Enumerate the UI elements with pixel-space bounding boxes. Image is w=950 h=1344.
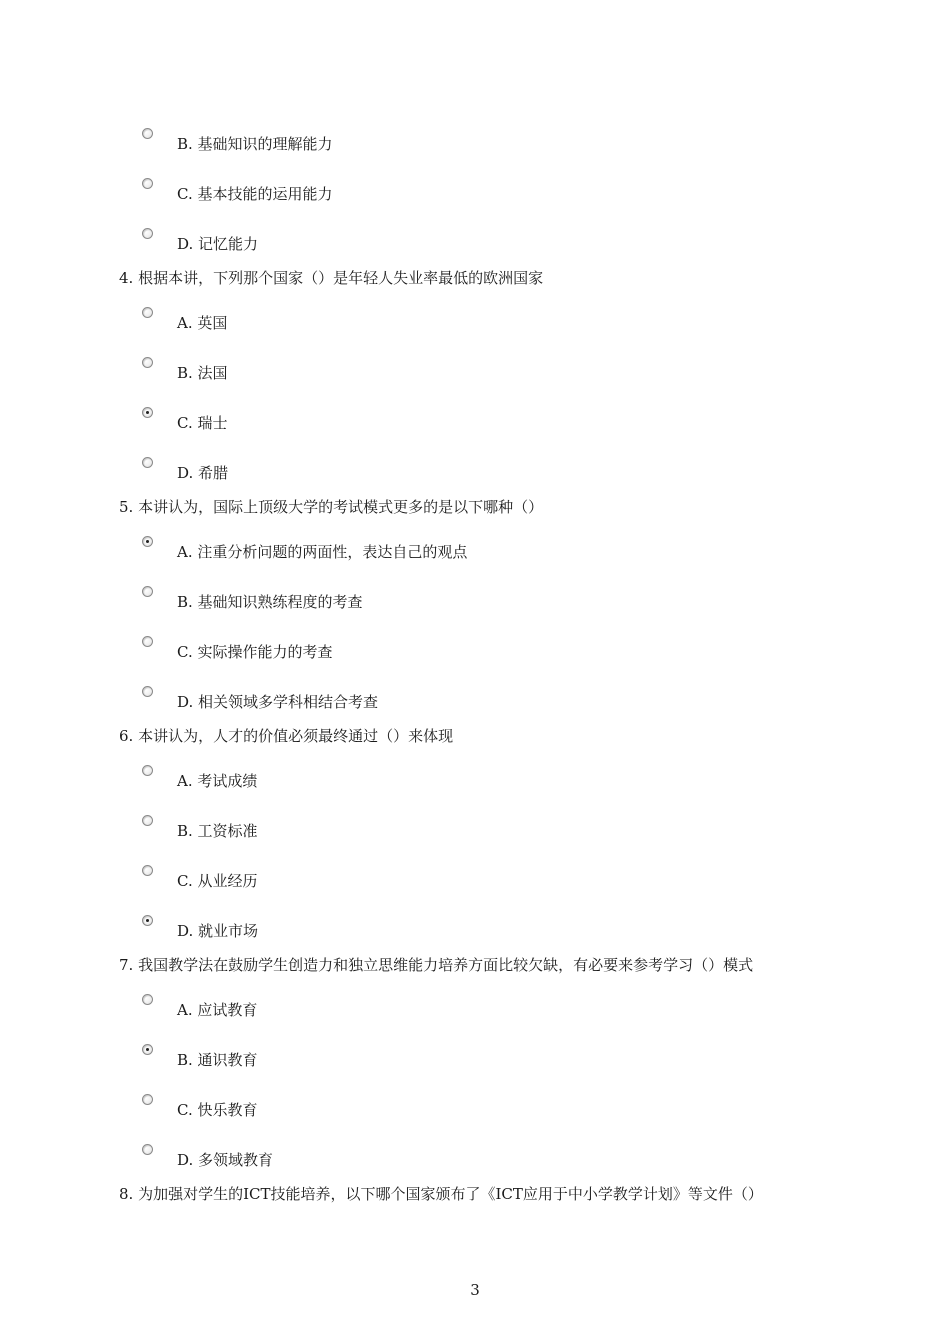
radio-q4-a[interactable]: [142, 307, 153, 318]
option-q5-c: C. 实际操作能力的考查: [177, 643, 333, 661]
radio-dot: [146, 1048, 149, 1051]
option-q6-a: A. 考试成绩: [177, 772, 258, 790]
option-q4-c: C. 瑞士: [177, 414, 228, 432]
option-q5-b: B. 基础知识熟练程度的考查: [177, 593, 363, 611]
option-q3-b: B. 基础知识的理解能力: [177, 135, 333, 153]
option-q7-c: C. 快乐教育: [177, 1101, 258, 1119]
question-5: 5. 本讲认为，国际上顶级大学的考试模式更多的是以下哪种（）: [119, 498, 544, 516]
radio-q7-a[interactable]: [142, 994, 153, 1005]
question-4: 4. 根据本讲，下列那个国家（）是年轻人失业率最低的欧洲国家: [119, 269, 544, 287]
option-q7-a: A. 应试教育: [177, 1001, 258, 1019]
option-q5-d: D. 相关领域多学科相结合考查: [177, 693, 379, 711]
radio-q5-a[interactable]: [142, 536, 153, 547]
radio-q5-c[interactable]: [142, 636, 153, 647]
radio-q6-d[interactable]: [142, 915, 153, 926]
radio-dot: [146, 540, 149, 543]
question-6: 6. 本讲认为，人才的价值必须最终通过（）来体现: [119, 727, 454, 745]
radio-q5-b[interactable]: [142, 586, 153, 597]
option-q5-a: A. 注重分析问题的两面性，表达自己的观点: [177, 543, 468, 561]
option-q4-a: A. 英国: [177, 314, 228, 332]
radio-q4-d[interactable]: [142, 457, 153, 468]
radio-q7-d[interactable]: [142, 1144, 153, 1155]
radio-q7-c[interactable]: [142, 1094, 153, 1105]
option-q7-b: B. 通识教育: [177, 1051, 258, 1069]
option-q6-b: B. 工资标准: [177, 822, 258, 840]
page-number: 3: [470, 1281, 480, 1299]
radio-q6-b[interactable]: [142, 815, 153, 826]
radio-q6-a[interactable]: [142, 765, 153, 776]
radio-q4-b[interactable]: [142, 357, 153, 368]
radio-q4-c[interactable]: [142, 407, 153, 418]
question-8: 8. 为加强对学生的ICT技能培养，以下哪个国家颁布了《ICT应用于中小学教学计划》等文件（）: [119, 1185, 763, 1203]
radio-q3-b[interactable]: [142, 128, 153, 139]
option-q6-c: C. 从业经历: [177, 872, 258, 890]
option-q3-d: D. 记忆能力: [177, 235, 259, 253]
question-7: 7. 我国教学法在鼓励学生创造力和独立思维能力培养方面比较欠缺，有必要来参考学习（）模式: [119, 956, 754, 974]
option-q4-d: D. 希腊: [177, 464, 229, 482]
radio-q3-d[interactable]: [142, 228, 153, 239]
radio-dot: [146, 919, 149, 922]
option-q3-c: C. 基本技能的运用能力: [177, 185, 333, 203]
radio-q3-c[interactable]: [142, 178, 153, 189]
option-q6-d: D. 就业市场: [177, 922, 259, 940]
radio-q7-b[interactable]: [142, 1044, 153, 1055]
radio-q5-d[interactable]: [142, 686, 153, 697]
option-q7-d: D. 多领域教育: [177, 1151, 274, 1169]
option-q4-b: B. 法国: [177, 364, 228, 382]
radio-q6-c[interactable]: [142, 865, 153, 876]
radio-dot: [146, 411, 149, 414]
